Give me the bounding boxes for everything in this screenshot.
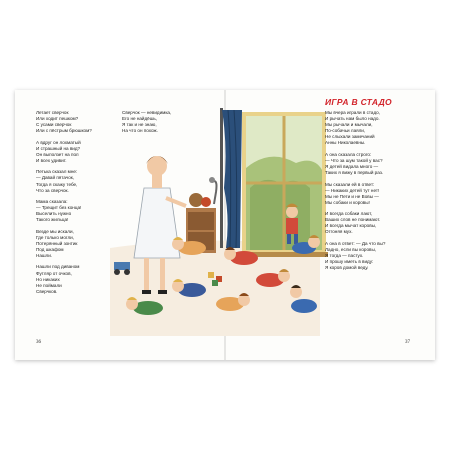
stanza [325,211,385,235]
verse-line: И страшный на вид? [36,145,81,151]
verse-line: Футляр от очков, [36,270,72,276]
verse-line: Но никаких [36,276,60,282]
verse-line: Тогда я скажу тебе, [36,181,78,187]
verse-line: Петька сказал мне: [36,169,78,175]
stanza [325,110,385,147]
verse-line: Ваших слов не понимают. [325,217,381,223]
verse-line: Мы рычали и мычали, [325,122,373,128]
verse-line: Такого жильца! [36,217,69,223]
verse-line: Таких я вижу в первый раз. [325,170,384,176]
verse-line: Везде мы искали, [36,228,74,234]
verse-line: Он выползет на пол [36,151,79,157]
left-column-1 [36,110,92,300]
verse-line: И всех удивит. [36,157,67,163]
verse-line: Мы не Пети и не Вовы — [325,193,379,199]
verse-line: И рычать нам было надо. [325,116,380,122]
verse-line: И всегда собаки лают, [325,211,373,217]
verse-line: Ладно, если вы коровы, [325,246,377,252]
verse-line: Отгоняя мух. [325,229,353,235]
verse-line: Нашли под диваном [36,264,80,270]
verse-line: Где только могли, [36,234,74,240]
stanza [325,182,385,206]
verse-line: На что он похож. [122,128,158,134]
verse-line: Выселить нужно [36,211,72,217]
verse-line: Летает сверчок [36,110,69,115]
verse-line: Сверчков. [36,288,58,294]
verse-line: Мы вчера играли в стадо, [325,110,380,115]
stanza [36,169,92,193]
verse-line: Мы собаки и коровы! [325,199,370,205]
verse-line: Что за сверчок. [36,187,69,193]
verse-line: — Никаких детей тут нет! [325,187,380,193]
curtain [220,108,242,248]
stanza [36,140,92,164]
stanza [36,199,92,223]
verse-line: Мама сказала: [36,199,68,205]
stanza [325,241,385,271]
verse-line: Потерянный зонтик [36,240,78,246]
page-number-right: 37 [405,340,410,345]
verse-line: Я так и не знаю, [122,122,157,128]
stanza [325,152,385,176]
verse-line: С усами сверчок [36,122,72,128]
stanza [36,229,92,259]
stanza [36,264,92,294]
verse-line: Не слыхали замечаний [325,134,375,140]
verse-line: — Давай пятачок, [36,175,75,181]
poem-title: ИГРА В СТАДО [325,97,392,107]
verse-line: Я детей видала много — [325,164,379,170]
page-number-left: 36 [36,340,41,345]
verse-line: Сверчок — невидимка, [122,110,172,115]
verse-line: Я тогда — пастух. [325,253,364,259]
verse-line: Или с пёстрым брюшком? [36,128,92,134]
right-column [325,110,385,277]
verse-line: Его не найдёшь, [122,116,158,122]
verse-line: Под шкафом [36,246,64,252]
verse-line: И всегда мычат коровы, [325,223,377,229]
verse-line: И прошу иметь в виду: [325,259,374,265]
verse-line: — Трещит без конца! [36,205,82,211]
children-playing-illustration [100,108,330,338]
stanza [36,110,92,134]
verse-line: Нашли. [36,253,53,259]
verse-line: А она сказала строго: [325,151,372,157]
verse-line: — Что за шум такой у вас? [325,157,383,163]
verse-line: Или ходит пешком? [36,116,79,122]
verse-line: Мы сказали ей в ответ: [325,181,375,187]
verse-line: Анны Николаевны. [325,140,366,146]
verse-line: Я коров домой веду. [325,265,369,271]
verse-line: А вдруг он лохматый [36,139,81,145]
verse-line: А она в ответ: — Да что вы? [325,240,386,246]
verse-line: Не поймали [36,282,62,288]
verse-line: По-собачьи лаяли, [325,128,366,134]
